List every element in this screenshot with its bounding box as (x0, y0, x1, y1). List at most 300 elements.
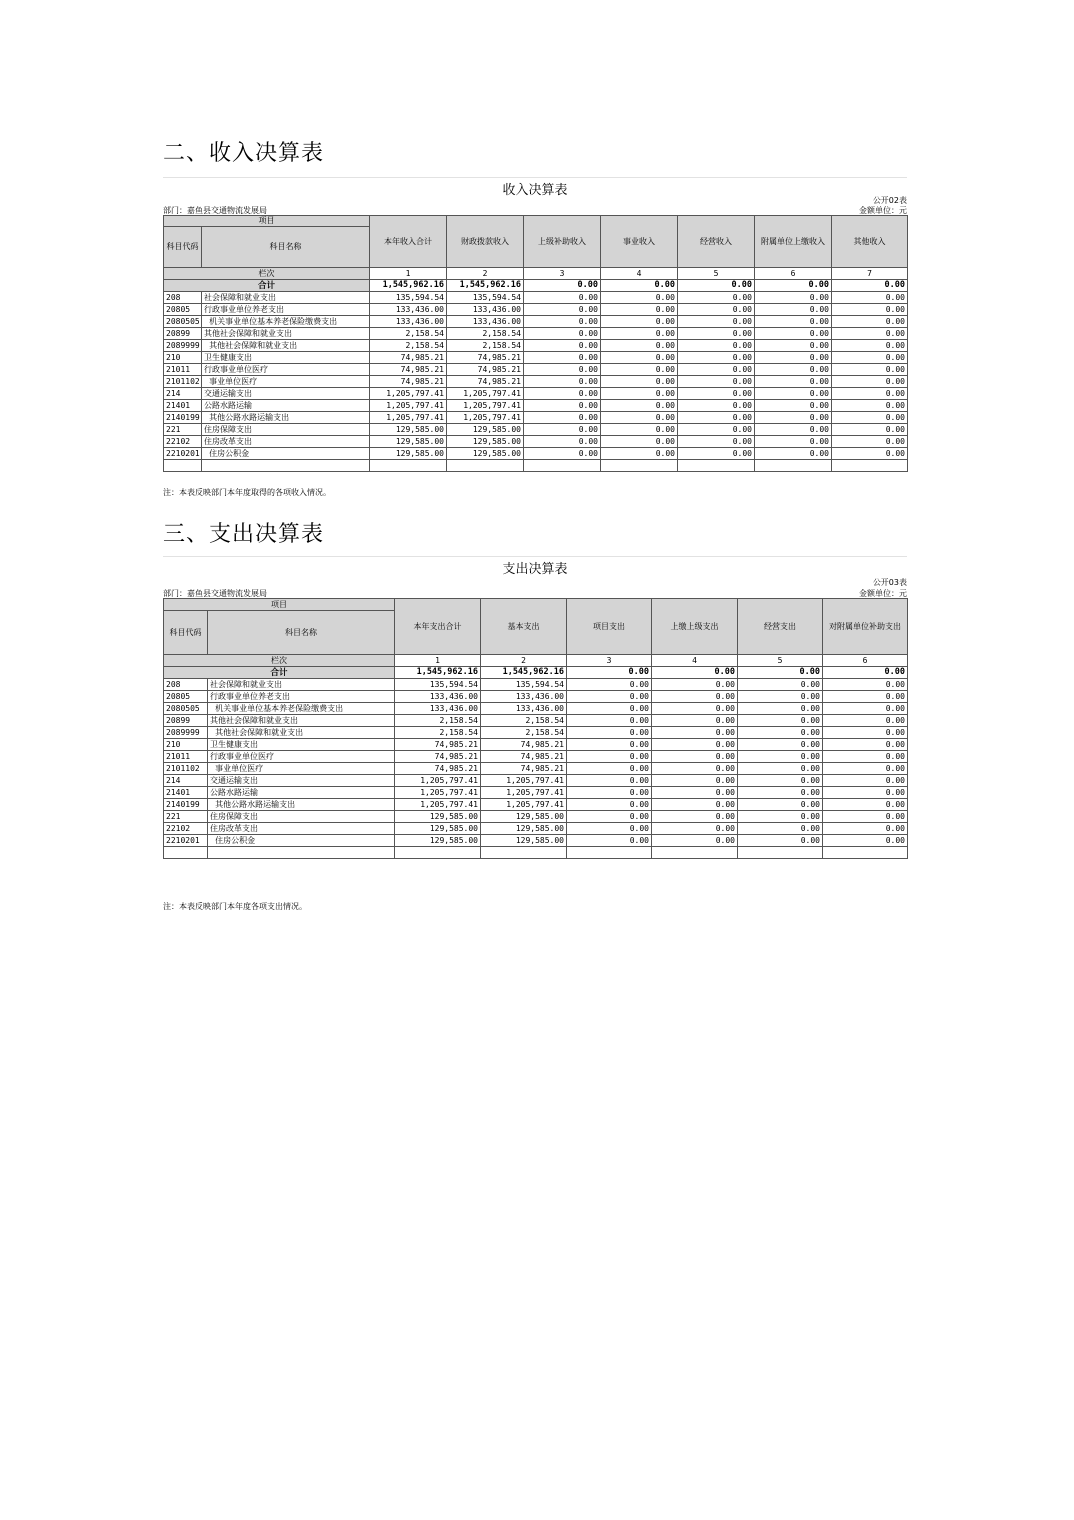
amount-cell: 0.00 (678, 316, 755, 328)
amount-cell: 74,985.21 (447, 376, 524, 388)
table-row (164, 376, 908, 388)
table-row (164, 448, 908, 460)
amount-cell: 0.00 (678, 376, 755, 388)
col-header: 其他收入 (832, 216, 908, 268)
amount-cell: 0.00 (678, 388, 755, 400)
amount-cell: 129,585.00 (395, 823, 481, 835)
amount-cell: 0.00 (823, 739, 908, 751)
table-row (164, 823, 908, 835)
index-cell: 4 (601, 268, 678, 280)
amount-cell: 0.00 (678, 304, 755, 316)
amount-cell: 0.00 (755, 316, 832, 328)
expense-section-heading: 三、支出决算表 (163, 522, 325, 547)
amount-cell: 0.00 (755, 364, 832, 376)
subject-code: 21401 (164, 787, 208, 799)
subject-name: 住房改革支出 (202, 436, 370, 448)
subject-code: 21011 (164, 751, 208, 763)
subject-name: 住房改革支出 (208, 823, 395, 835)
amount-cell: 135,594.54 (481, 679, 567, 691)
total-row (164, 280, 908, 292)
subject-code: 21011 (164, 364, 202, 376)
amount-cell: 1,205,797.41 (370, 400, 447, 412)
index-cell: 4 (652, 655, 738, 667)
subject-code: 2080505 (164, 703, 208, 715)
income-unit: 金额单位：元 (859, 206, 907, 215)
amount-cell: 0.00 (832, 448, 908, 460)
amount-cell: 0.00 (823, 787, 908, 799)
amount-cell: 0.00 (738, 739, 823, 751)
amount-cell: 0.00 (755, 304, 832, 316)
table-row (164, 400, 908, 412)
blank-cell (524, 460, 601, 472)
amount-cell: 129,585.00 (481, 811, 567, 823)
amount-cell: 1,205,797.41 (370, 412, 447, 424)
amount-cell: 2,158.54 (395, 727, 481, 739)
amount-cell: 0.00 (755, 412, 832, 424)
index-label: 栏次 (164, 268, 370, 280)
subject-name: 公路水路运输 (202, 400, 370, 412)
amount-cell: 0.00 (524, 352, 601, 364)
expense-table (163, 598, 908, 859)
total-cell: 1,545,962.16 (370, 280, 447, 292)
code-header: 科目代码 (164, 611, 208, 655)
amount-cell: 2,158.54 (481, 715, 567, 727)
amount-cell: 0.00 (832, 412, 908, 424)
amount-cell: 0.00 (601, 304, 678, 316)
table-row (164, 436, 908, 448)
col-header: 项目支出 (567, 599, 652, 655)
amount-cell: 0.00 (823, 727, 908, 739)
amount-cell: 0.00 (755, 292, 832, 304)
amount-cell: 0.00 (678, 412, 755, 424)
table-row (164, 424, 908, 436)
amount-cell: 0.00 (832, 388, 908, 400)
amount-cell: 0.00 (567, 799, 652, 811)
index-row (164, 268, 908, 280)
amount-cell: 133,436.00 (370, 316, 447, 328)
subject-code: 21401 (164, 400, 202, 412)
amount-cell: 0.00 (524, 448, 601, 460)
subject-name: 社会保障和就业支出 (208, 679, 395, 691)
amount-cell: 2,158.54 (447, 340, 524, 352)
subject-code: 208 (164, 679, 208, 691)
amount-cell: 0.00 (567, 715, 652, 727)
amount-cell: 74,985.21 (481, 739, 567, 751)
blank-cell (755, 460, 832, 472)
table-row (164, 715, 908, 727)
table-row (164, 679, 908, 691)
subject-code: 20805 (164, 304, 202, 316)
col-header: 本年收入合计 (370, 216, 447, 268)
total-cell: 0.00 (738, 667, 823, 679)
total-row (164, 667, 908, 679)
amount-cell: 0.00 (738, 835, 823, 847)
table-row (164, 388, 908, 400)
amount-cell: 0.00 (524, 316, 601, 328)
amount-cell: 0.00 (567, 703, 652, 715)
amount-cell: 0.00 (652, 679, 738, 691)
index-cell: 7 (832, 268, 908, 280)
amount-cell: 0.00 (567, 751, 652, 763)
blank-cell (208, 847, 395, 859)
income-table-block (163, 176, 907, 502)
amount-cell: 135,594.54 (395, 679, 481, 691)
amount-cell: 0.00 (524, 292, 601, 304)
col-header: 上缴上级支出 (652, 599, 738, 655)
amount-cell: 129,585.00 (481, 835, 567, 847)
subject-name: 机关事业单位基本养老保险缴费支出 (208, 703, 395, 715)
amount-cell: 0.00 (652, 739, 738, 751)
table-row (164, 799, 908, 811)
amount-cell: 0.00 (738, 811, 823, 823)
amount-cell: 0.00 (832, 376, 908, 388)
table-row (164, 292, 908, 304)
total-cell: 1,545,962.16 (395, 667, 481, 679)
subject-code: 221 (164, 811, 208, 823)
amount-cell: 0.00 (678, 328, 755, 340)
amount-cell: 0.00 (601, 340, 678, 352)
expense-table-block (163, 555, 907, 915)
sheet-gridline (163, 556, 907, 557)
total-cell: 0.00 (832, 280, 908, 292)
blank-cell (832, 460, 908, 472)
table-row (164, 703, 908, 715)
blank-cell (678, 460, 755, 472)
subject-name: 住房公积金 (202, 448, 370, 460)
amount-cell: 0.00 (601, 412, 678, 424)
amount-cell: 0.00 (755, 340, 832, 352)
amount-cell: 0.00 (678, 292, 755, 304)
amount-cell: 0.00 (738, 751, 823, 763)
blank-cell (823, 847, 908, 859)
name-header: 科目名称 (202, 227, 370, 268)
amount-cell: 0.00 (678, 364, 755, 376)
amount-cell: 0.00 (567, 823, 652, 835)
subject-code: 22102 (164, 823, 208, 835)
amount-cell: 133,436.00 (481, 691, 567, 703)
blank-cell (370, 460, 447, 472)
subject-name: 社会保障和就业支出 (202, 292, 370, 304)
subject-name: 其他社会保障和就业支出 (208, 727, 395, 739)
income-department: 部门：嘉鱼县交通物流发展局 (163, 206, 267, 215)
amount-cell: 0.00 (524, 436, 601, 448)
table-row (164, 352, 908, 364)
amount-cell: 1,205,797.41 (481, 799, 567, 811)
subject-name: 其他社会保障和就业支出 (202, 340, 370, 352)
name-header: 科目名称 (208, 611, 395, 655)
amount-cell: 0.00 (601, 316, 678, 328)
amount-cell: 0.00 (601, 352, 678, 364)
subject-code: 2101102 (164, 376, 202, 388)
blank-cell (738, 847, 823, 859)
index-cell: 5 (738, 655, 823, 667)
amount-cell: 74,985.21 (481, 751, 567, 763)
col-header: 财政拨款收入 (447, 216, 524, 268)
blank-cell (395, 847, 481, 859)
index-cell: 2 (481, 655, 567, 667)
amount-cell: 0.00 (823, 775, 908, 787)
subject-code: 2210201 (164, 835, 208, 847)
subject-name: 行政事业单位养老支出 (202, 304, 370, 316)
amount-cell: 0.00 (832, 292, 908, 304)
amount-cell: 1,205,797.41 (395, 775, 481, 787)
subject-code: 2101102 (164, 763, 208, 775)
subject-name: 其他社会保障和就业支出 (202, 328, 370, 340)
amount-cell: 129,585.00 (395, 811, 481, 823)
expense-note: 注：本表反映部门本年度各项支出情况。 (163, 902, 307, 911)
subject-code: 20899 (164, 715, 208, 727)
amount-cell: 0.00 (567, 787, 652, 799)
amount-cell: 0.00 (738, 775, 823, 787)
income-note: 注：本表反映部门本年度取得的各项收入情况。 (163, 488, 331, 497)
amount-cell: 0.00 (524, 364, 601, 376)
table-row (164, 304, 908, 316)
amount-cell: 129,585.00 (447, 436, 524, 448)
amount-cell: 129,585.00 (370, 448, 447, 460)
amount-cell: 0.00 (524, 376, 601, 388)
amount-cell: 0.00 (832, 400, 908, 412)
blank-cell (164, 847, 208, 859)
amount-cell: 0.00 (652, 811, 738, 823)
table-row (164, 340, 908, 352)
income-table-title: 收入决算表 (502, 183, 568, 198)
amount-cell: 0.00 (755, 448, 832, 460)
amount-cell: 0.00 (823, 679, 908, 691)
blank-cell (447, 460, 524, 472)
subject-code: 210 (164, 739, 208, 751)
subject-code: 20899 (164, 328, 202, 340)
income-section-heading: 二、收入决算表 (163, 141, 325, 166)
col-header: 经营支出 (738, 599, 823, 655)
subject-name: 其他公路水路运输支出 (208, 799, 395, 811)
index-cell: 2 (447, 268, 524, 280)
amount-cell: 0.00 (738, 787, 823, 799)
income-table (163, 215, 908, 472)
amount-cell: 0.00 (823, 715, 908, 727)
amount-cell: 0.00 (823, 703, 908, 715)
amount-cell: 133,436.00 (395, 691, 481, 703)
amount-cell: 129,585.00 (395, 835, 481, 847)
col-header: 本年支出合计 (395, 599, 481, 655)
table-row (164, 835, 908, 847)
subject-name: 其他社会保障和就业支出 (208, 715, 395, 727)
total-cell: 1,545,962.16 (447, 280, 524, 292)
amount-cell: 133,436.00 (370, 304, 447, 316)
amount-cell: 1,205,797.41 (447, 388, 524, 400)
amount-cell: 0.00 (652, 775, 738, 787)
amount-cell: 0.00 (524, 328, 601, 340)
amount-cell: 2,158.54 (370, 328, 447, 340)
amount-cell: 1,205,797.41 (481, 787, 567, 799)
amount-cell: 0.00 (652, 835, 738, 847)
subject-name: 机关事业单位基本养老保险缴费支出 (202, 316, 370, 328)
amount-cell: 0.00 (678, 340, 755, 352)
amount-cell: 0.00 (524, 340, 601, 352)
index-cell: 1 (370, 268, 447, 280)
blank-cell (202, 460, 370, 472)
subject-name: 行政事业单位医疗 (208, 751, 395, 763)
amount-cell: 0.00 (832, 340, 908, 352)
subject-name: 行政事业单位养老支出 (208, 691, 395, 703)
amount-cell: 0.00 (601, 364, 678, 376)
blank-cell (164, 460, 202, 472)
amount-cell: 129,585.00 (447, 424, 524, 436)
amount-cell: 0.00 (601, 388, 678, 400)
amount-cell: 2,158.54 (370, 340, 447, 352)
amount-cell: 135,594.54 (447, 292, 524, 304)
amount-cell: 0.00 (832, 352, 908, 364)
project-header: 项目 (164, 216, 370, 227)
total-cell: 0.00 (755, 280, 832, 292)
amount-cell: 0.00 (567, 691, 652, 703)
amount-cell: 0.00 (524, 400, 601, 412)
amount-cell: 74,985.21 (395, 751, 481, 763)
amount-cell: 0.00 (738, 679, 823, 691)
amount-cell: 0.00 (601, 400, 678, 412)
expense-unit: 金额单位：元 (859, 589, 907, 598)
amount-cell: 0.00 (755, 376, 832, 388)
amount-cell: 0.00 (601, 436, 678, 448)
subject-code: 2210201 (164, 448, 202, 460)
total-cell: 0.00 (652, 667, 738, 679)
blank-cell (481, 847, 567, 859)
subject-code: 221 (164, 424, 202, 436)
amount-cell: 0.00 (567, 835, 652, 847)
amount-cell: 74,985.21 (447, 352, 524, 364)
amount-cell: 0.00 (678, 436, 755, 448)
header-row (164, 599, 908, 611)
subject-code: 2089999 (164, 727, 208, 739)
subject-code: 210 (164, 352, 202, 364)
amount-cell: 74,985.21 (370, 376, 447, 388)
amount-cell: 0.00 (832, 328, 908, 340)
subject-code: 2140199 (164, 799, 208, 811)
index-cell: 1 (395, 655, 481, 667)
index-cell: 5 (678, 268, 755, 280)
amount-cell: 0.00 (567, 679, 652, 691)
subject-code: 22102 (164, 436, 202, 448)
table-row (164, 763, 908, 775)
amount-cell: 129,585.00 (447, 448, 524, 460)
table-row (164, 727, 908, 739)
amount-cell: 1,205,797.41 (395, 787, 481, 799)
index-row (164, 655, 908, 667)
header-row (164, 216, 908, 227)
table-row (164, 364, 908, 376)
amount-cell: 0.00 (678, 448, 755, 460)
amount-cell: 0.00 (652, 799, 738, 811)
amount-cell: 0.00 (678, 400, 755, 412)
amount-cell: 0.00 (823, 835, 908, 847)
expense-table-title: 支出决算表 (502, 562, 568, 577)
subject-name: 行政事业单位医疗 (202, 364, 370, 376)
amount-cell: 0.00 (601, 424, 678, 436)
total-cell: 0.00 (601, 280, 678, 292)
subject-name: 卫生健康支出 (202, 352, 370, 364)
amount-cell: 0.00 (738, 703, 823, 715)
total-cell: 0.00 (678, 280, 755, 292)
amount-cell: 0.00 (823, 811, 908, 823)
amount-cell: 0.00 (652, 691, 738, 703)
amount-cell: 1,205,797.41 (481, 775, 567, 787)
blank-cell (652, 847, 738, 859)
index-cell: 3 (567, 655, 652, 667)
blank-cell (601, 460, 678, 472)
table-row (164, 739, 908, 751)
amount-cell: 0.00 (567, 775, 652, 787)
subject-code: 214 (164, 388, 202, 400)
amount-cell: 0.00 (823, 763, 908, 775)
amount-cell: 0.00 (755, 400, 832, 412)
amount-cell: 0.00 (678, 352, 755, 364)
subject-code: 2140199 (164, 412, 202, 424)
amount-cell: 129,585.00 (370, 436, 447, 448)
amount-cell: 0.00 (823, 691, 908, 703)
col-header: 对附属单位补助支出 (823, 599, 908, 655)
subject-code: 2080505 (164, 316, 202, 328)
amount-cell: 0.00 (738, 727, 823, 739)
amount-cell: 0.00 (832, 424, 908, 436)
amount-cell: 0.00 (678, 424, 755, 436)
amount-cell: 135,594.54 (370, 292, 447, 304)
amount-cell: 0.00 (567, 739, 652, 751)
index-label: 栏次 (164, 655, 395, 667)
amount-cell: 0.00 (601, 376, 678, 388)
subject-name: 住房保障支出 (202, 424, 370, 436)
amount-cell: 0.00 (652, 763, 738, 775)
expense-form-number: 公开03表 (872, 578, 907, 587)
total-label: 合计 (164, 667, 395, 679)
subject-name: 交通运输支出 (202, 388, 370, 400)
amount-cell: 0.00 (652, 727, 738, 739)
amount-cell: 0.00 (832, 364, 908, 376)
index-cell: 6 (755, 268, 832, 280)
amount-cell: 0.00 (601, 292, 678, 304)
amount-cell: 1,205,797.41 (370, 388, 447, 400)
table-row (164, 787, 908, 799)
amount-cell: 1,205,797.41 (447, 412, 524, 424)
code-header: 科目代码 (164, 227, 202, 268)
blank-row (164, 847, 908, 859)
subject-code: 2089999 (164, 340, 202, 352)
subject-name: 事业单位医疗 (202, 376, 370, 388)
table-row (164, 775, 908, 787)
amount-cell: 0.00 (738, 691, 823, 703)
amount-cell: 74,985.21 (370, 352, 447, 364)
amount-cell: 0.00 (755, 328, 832, 340)
amount-cell: 0.00 (755, 388, 832, 400)
total-cell: 1,545,962.16 (481, 667, 567, 679)
subject-name: 卫生健康支出 (208, 739, 395, 751)
index-cell: 3 (524, 268, 601, 280)
amount-cell: 0.00 (652, 823, 738, 835)
amount-cell: 0.00 (601, 448, 678, 460)
amount-cell: 0.00 (755, 436, 832, 448)
subject-name: 住房公积金 (208, 835, 395, 847)
amount-cell: 2,158.54 (395, 715, 481, 727)
subject-name: 交通运输支出 (208, 775, 395, 787)
blank-cell (567, 847, 652, 859)
table-row (164, 412, 908, 424)
amount-cell: 0.00 (524, 304, 601, 316)
table-row (164, 316, 908, 328)
amount-cell: 0.00 (823, 751, 908, 763)
amount-cell: 1,205,797.41 (395, 799, 481, 811)
amount-cell: 0.00 (652, 703, 738, 715)
amount-cell: 133,436.00 (447, 316, 524, 328)
amount-cell: 0.00 (652, 751, 738, 763)
amount-cell: 0.00 (738, 823, 823, 835)
